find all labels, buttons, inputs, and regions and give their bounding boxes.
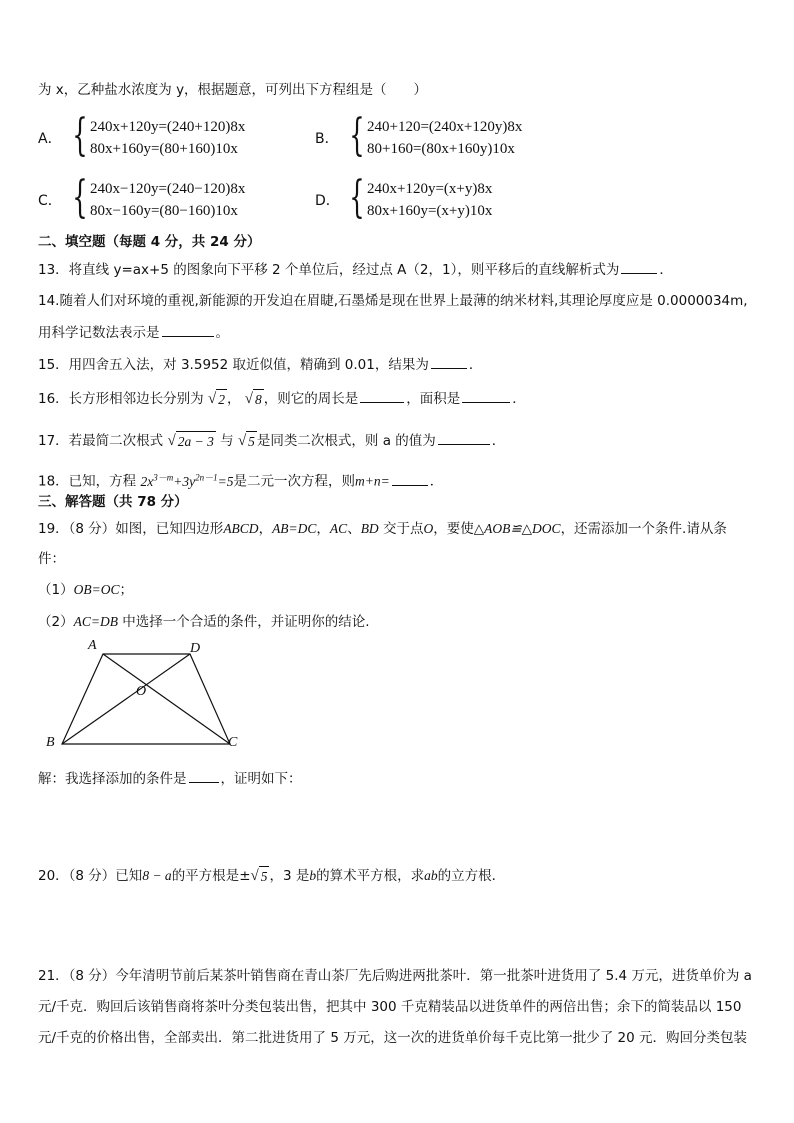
option-d[interactable] bbox=[315, 172, 493, 223]
option-c-label: C． bbox=[38, 193, 62, 209]
q19-sol-text: 解：我选择添加的条件是 bbox=[38, 771, 187, 787]
eq-exponent: 3－m bbox=[153, 472, 174, 482]
diagonal-bd bbox=[62, 654, 190, 744]
answer-blank[interactable] bbox=[462, 388, 510, 403]
q19-sep: ， bbox=[258, 521, 273, 537]
question-14-text: 用科学记数法表示是 bbox=[38, 325, 160, 341]
answer-blank[interactable] bbox=[189, 768, 219, 783]
question-13-text: 13．将直线 y=ax+5 的图象向下平移 2 个单位后，经过点 A（2，1），则平移后的直线解析式为 bbox=[38, 262, 620, 278]
answer-blank[interactable] bbox=[438, 430, 490, 445]
vertex-label-a: A bbox=[88, 638, 97, 653]
question-14-line-2 bbox=[38, 322, 229, 343]
option-d-label: D． bbox=[315, 193, 340, 209]
brace-icon: { bbox=[349, 110, 365, 161]
q19-ac: AC bbox=[329, 521, 348, 536]
q19-sep: ， bbox=[316, 521, 330, 537]
q19-text-b: 交于点 bbox=[378, 521, 424, 537]
question-19-line-1 bbox=[38, 519, 727, 539]
question-16 bbox=[38, 388, 526, 410]
question-19-line-2: 件： bbox=[38, 551, 65, 567]
question-17 bbox=[38, 430, 505, 452]
radicand: 5 bbox=[259, 866, 270, 887]
section-2-title: 二、填空题（每题 4 分，共 24 分） bbox=[38, 234, 261, 250]
q19-text-c: ，要使 bbox=[433, 521, 474, 537]
question-21-line-2: 元/千克．购回后该销售商将茶叶分类包装出售，把其中 300 千克精装品以进货单件的两倍出售；余下的简装品以 150 bbox=[38, 999, 742, 1015]
option-a-eq1: 240x+120y=(240+120)8x bbox=[90, 119, 246, 135]
answer-blank[interactable] bbox=[162, 322, 214, 337]
question-19-solution bbox=[38, 768, 302, 789]
question-12-stem-end: 为 x，乙种盐水浓度为 y，根据题意，可列出下方程组是（ ） bbox=[38, 82, 428, 98]
option-a[interactable] bbox=[38, 110, 246, 161]
option-a-eq2: 80x+160y=(80+160)10x bbox=[90, 141, 238, 157]
question-17-end: ． bbox=[491, 433, 506, 449]
answer-blank[interactable] bbox=[431, 354, 467, 369]
brace-icon: { bbox=[72, 172, 88, 223]
q19-opt2-cond: AC=DB bbox=[73, 614, 118, 629]
question-16-end: ． bbox=[512, 391, 526, 407]
question-18-end: ． bbox=[429, 473, 444, 490]
q19-text: 19．（8 分）如图，已知四边形 bbox=[38, 521, 224, 537]
question-17-text-c: 是同类二次根式，则 a 的值为 bbox=[256, 433, 436, 449]
question-19-option-1 bbox=[38, 580, 133, 600]
question-16-text: 16．长方形相邻边长分别为 bbox=[38, 391, 204, 407]
section-3-title: 三、解答题（共 78 分） bbox=[38, 494, 188, 510]
q19-cond: AB=DC bbox=[272, 521, 317, 536]
question-17-text: 17．若最简二次根式 bbox=[38, 433, 164, 449]
eq-term: =5 bbox=[217, 473, 234, 489]
radical-icon: √ bbox=[250, 868, 259, 884]
radicand: 2a − 3 bbox=[176, 431, 216, 452]
option-b-eq2: 80+160=(80x+160y)10x bbox=[367, 141, 515, 157]
q20-text-b: 的平方根是 bbox=[171, 868, 240, 884]
option-d-system bbox=[367, 178, 492, 222]
option-b-label: B． bbox=[315, 131, 339, 147]
q20-text: 20．（8 分）已知 bbox=[38, 868, 143, 884]
q20-expr: 8 − a bbox=[142, 868, 172, 883]
option-c[interactable] bbox=[38, 172, 246, 223]
question-16-text-b: ，则它的周长是 bbox=[263, 391, 359, 407]
question-13 bbox=[38, 259, 673, 280]
option-b-eq1: 240+120=(240x+120y)8x bbox=[367, 119, 523, 135]
question-19-option-2 bbox=[38, 612, 370, 632]
question-18-equation bbox=[140, 474, 233, 489]
brace-icon: { bbox=[349, 172, 365, 223]
option-d-eq2: 80x+160y=(x+y)10x bbox=[367, 203, 493, 219]
radicand: 5 bbox=[246, 431, 257, 452]
brace-icon: { bbox=[72, 110, 88, 161]
question-16-text-c: ，面积是 bbox=[406, 391, 461, 407]
answer-blank[interactable] bbox=[621, 259, 657, 274]
q19-opt1-num: （1） bbox=[38, 582, 74, 598]
q19-congruence: △AOB≌△DOC bbox=[473, 521, 561, 536]
q20-ab: ab bbox=[424, 868, 438, 883]
question-18-mn: m+n= bbox=[354, 473, 390, 489]
question-21-line-1: 21．（8 分）今年清明节前后某茶叶销售商在青山茶厂先后购进两批茶叶．第一批茶叶进货用了 5.4 万元，进货单价为 a bbox=[38, 968, 752, 984]
eq-term: +3y bbox=[173, 473, 196, 489]
sqrt-8 bbox=[245, 389, 264, 410]
question-15-text: 15．用四舍五入法，对 3.5952 取近似值，精确到 0.01，结果为 bbox=[38, 357, 429, 373]
option-b[interactable] bbox=[315, 110, 523, 161]
diagonal-ac bbox=[103, 654, 230, 744]
question-15 bbox=[38, 354, 482, 375]
q19-sep: 、 bbox=[347, 521, 361, 537]
question-20 bbox=[38, 866, 505, 887]
eq-exponent: 2n－1 bbox=[195, 472, 218, 482]
radicand: 2 bbox=[216, 389, 227, 410]
question-17-text-b: 与 bbox=[220, 433, 234, 449]
question-15-end: ． bbox=[468, 357, 483, 373]
vertex-label-d: D bbox=[190, 641, 201, 656]
q20-text-c: ，3 是 bbox=[269, 868, 310, 884]
vertex-label-c: C bbox=[228, 735, 238, 750]
option-b-system bbox=[367, 116, 522, 160]
radicand: 8 bbox=[253, 389, 264, 410]
sqrt-5 bbox=[251, 866, 270, 887]
q19-opt1-end: ； bbox=[119, 582, 133, 598]
answer-blank[interactable] bbox=[392, 471, 428, 486]
option-a-label: A． bbox=[38, 131, 62, 147]
option-a-system bbox=[90, 116, 245, 160]
question-18-text-b: 是二元一次方程，则 bbox=[233, 473, 355, 490]
q19-text-d: ，还需添加一个条件.请从条 bbox=[560, 521, 727, 537]
q19-opt2-num: （2） bbox=[38, 614, 74, 630]
q19-bd: BD bbox=[360, 521, 379, 536]
q20-text-d: 的算术平方根，求 bbox=[316, 868, 425, 884]
q20-b-var: b bbox=[309, 868, 317, 883]
option-c-eq2: 80x−160y=(80−160)10x bbox=[90, 203, 238, 219]
option-c-system bbox=[90, 178, 245, 222]
sqrt-2a-3 bbox=[167, 431, 215, 452]
question-14-end: 。 bbox=[215, 325, 229, 341]
option-c-eq1: 240x−120y=(240−120)8x bbox=[90, 181, 246, 197]
radical-icon: √ bbox=[167, 433, 176, 449]
separator: ， bbox=[226, 391, 241, 407]
question-13-end: ． bbox=[659, 262, 673, 278]
q19-opt2-text: 中选择一个合适的条件，并证明你的结论. bbox=[117, 614, 370, 630]
sqrt-5 bbox=[238, 431, 257, 452]
q19-opt1-cond: OB=OC bbox=[73, 582, 120, 597]
radical-icon: √ bbox=[244, 391, 253, 407]
option-d-eq1: 240x+120y=(x+y)8x bbox=[367, 181, 493, 197]
sqrt-2 bbox=[208, 389, 227, 410]
question-18-text: 18．已知，方程 bbox=[38, 473, 137, 490]
question-18 bbox=[38, 467, 443, 492]
q19-quad: ABCD bbox=[223, 521, 259, 536]
q19-o: O bbox=[423, 521, 434, 536]
q19-sol-text-b: ，证明如下： bbox=[220, 771, 302, 787]
question-21-line-3: 元/千克的价格出售，全部卖出．第二批进货用了 5 万元，这一次的进货单价每千克比第一批少了 20 元．购回分类包装 bbox=[38, 1030, 747, 1046]
question-14-line-1: 14.随着人们对环境的重视,新能源的开发迫在眉睫,石墨烯是现在世界上最薄的纳米材料,其理论厚度应是 0.0000034m, bbox=[38, 293, 748, 309]
radical-icon: √ bbox=[207, 391, 217, 407]
answer-blank[interactable] bbox=[360, 388, 404, 403]
radical-icon: √ bbox=[237, 433, 247, 449]
vertex-label-o: O bbox=[136, 684, 147, 699]
q20-text-e: 的立方根． bbox=[437, 868, 506, 884]
eq-term: 2x bbox=[140, 473, 154, 489]
vertex-label-b: B bbox=[46, 735, 55, 750]
plus-minus-icon: ± bbox=[239, 868, 251, 884]
trapezoid-figure bbox=[40, 638, 250, 756]
